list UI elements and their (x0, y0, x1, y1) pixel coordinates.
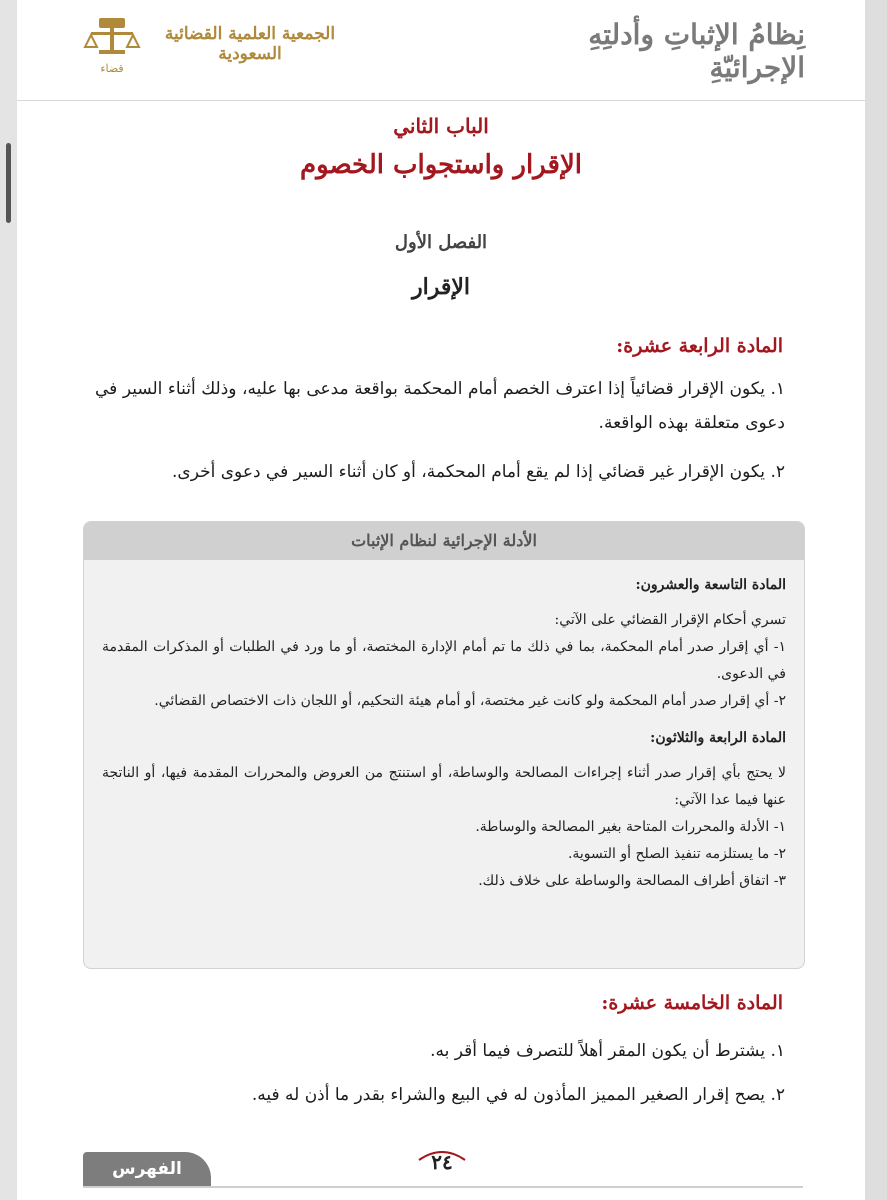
article-34-item-3: ٣- اتفاق أطراف المصالحة والوساطة على خلاف ذلك. (478, 873, 786, 889)
article-34-item-2: ٢- ما يستلزمه تنفيذ الصلح أو التسوية. (567, 846, 786, 862)
procedural-evidence-box (83, 521, 805, 969)
article-14-item-1: ١. يكون الإقرار قضائياً إذا اعترف الخصم أمام المحكمة بواقعة مدعى بها عليه، وذلك أثناء السير في دعوى متعلقة بهذه الواقعة. (95, 379, 785, 433)
section-title: الإقرار (411, 274, 471, 300)
chapter-title: الإقرار واستجواب الخصوم (299, 150, 583, 180)
article-34-intro: لا يحتج بأي إقرار صدر أثناء إجراءات المصالحة والوساطة، أو استنتج من العروض والمحررات المقدمة فيها، أو الناتجة عنها فيما عدا الآتي: (102, 765, 786, 808)
association-logo-icon (77, 14, 147, 68)
article-29-item-2: ٢- أي إقرار صدر أمام المحكمة ولو كانت غير مختصة، أو أمام هيئة التحكيم، أو اللجان ذات الاختصاص القضائي. (154, 693, 786, 709)
association-name: الجمعية العلمية القضائية السعودية (164, 24, 336, 64)
viewer-margin (865, 0, 887, 1200)
article-34-heading: المادة الرابعة والثلاثون: (650, 730, 786, 746)
article-14-item-2: ٢. يكون الإقرار غير قضائي إذا لم يقع أمام المحكمة، أو كان أثناء السير في دعوى أخرى. (172, 462, 785, 482)
index-button[interactable]: الفهرس (83, 1152, 211, 1186)
scrollbar-track[interactable] (0, 0, 17, 1200)
article-15-heading: المادة الخامسة عشرة: (601, 992, 783, 1014)
logo-caption: قضاء (100, 62, 124, 75)
article-29-heading: المادة التاسعة والعشرون: (635, 577, 786, 593)
document-page (17, 0, 865, 1200)
scrollbar-thumb[interactable] (6, 143, 11, 223)
article-29-item-1: ١- أي إقرار صدر أمام المحكمة، بما في ذلك ما تم أمام الإدارة المختصة، أو ما ورد في الطلبات أو المذكرات المقدمة في الدعوى. (102, 639, 786, 682)
article-29-intro: تسري أحكام الإقرار القضائي على الآتي: (554, 612, 786, 628)
page-number: ٢٤ (431, 1150, 453, 1174)
article-15-item-2: ٢. يصح إقرار الصغير المميز المأذون له في البيع والشراء بقدر ما أذن له فيه. (251, 1085, 785, 1105)
footer-divider (83, 1186, 803, 1188)
article-14-heading: المادة الرابعة عشرة: (616, 335, 783, 357)
article-34-item-1: ١- الأدلة والمحررات المتاحة بغير المصالحة والوساطة. (475, 819, 786, 835)
article-15-item-1: ١. يشترط أن يكون المقر أهلاً للتصرف فيما أقر به. (430, 1041, 785, 1061)
chapter-number: الباب الثاني (393, 114, 489, 138)
section-number: الفصل الأول (394, 232, 488, 253)
box-title: الأدلة الإجرائية لنظام الإثبات (84, 522, 804, 560)
document-title: نِظامُ الإثباتِ وأدلتِهِ الإجرائيّةِ (588, 18, 805, 84)
page-header (17, 0, 865, 101)
